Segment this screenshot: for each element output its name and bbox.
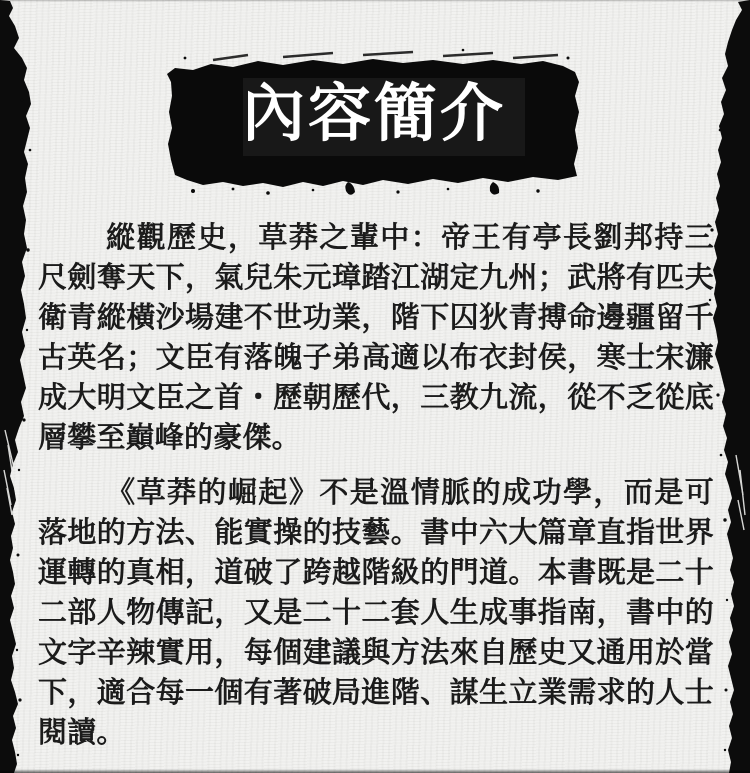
bottom-edge-shadow [0,769,750,773]
book-description [38,218,714,768]
intro-paragraph-2: 《草莽的崛起》不是溫情脈的成功學，而是可落地的方法、能實操的技藝。書中六大篇章直指世界運轉的真相，道破了跨越階級的門道。本書既是二十二部人物傳記，又是二十二套人生成事指南，書中的文字辛辣實用，每個建議與方法來自歷史又通用於當下，適合每一個有著破局進階、謀生立業需求的人士閱讀。 [38,477,714,749]
section-title: 內容簡介 [242,79,506,149]
top-edge-shadow [0,0,750,2]
intro-paragraph-1: 縱觀歷史，草莽之輩中：帝王有亭長劉邦持三尺劍奪天下，氣兒朱元璋踏江湖定九州；武將有匹夫衛青縱橫沙場建不世功業，階下囚狄青搏命邊疆留千古英名；文臣有落魄子弟高適以布衣封侯，寒士宋濂成大明文臣之首・歷朝歷代，三教九流，從不乏從底層攀至巔峰的豪傑。 [38,222,714,454]
title-banner [163,48,585,200]
